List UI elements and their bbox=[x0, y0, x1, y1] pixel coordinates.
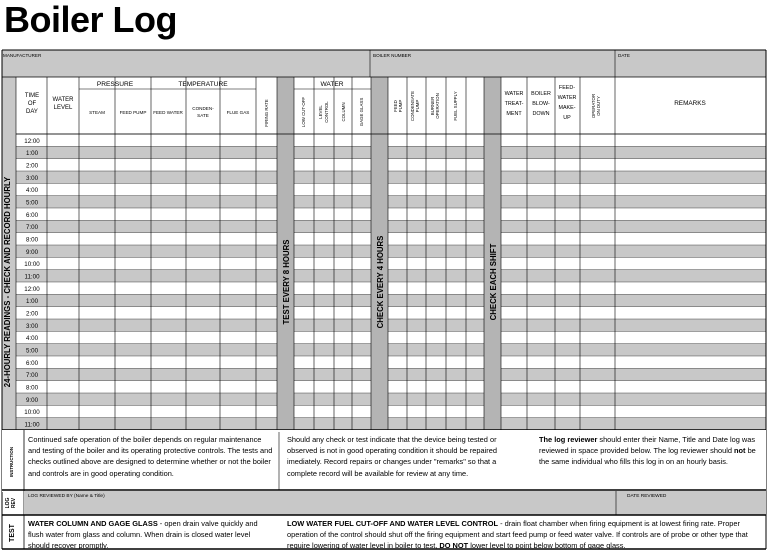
test-text-1-body: - open drain valve quickly and flush water from glass and column. When drain is closed water level should recover promptly. bbox=[28, 519, 258, 551]
row-shade bbox=[16, 196, 277, 208]
firing-rate-header: FIRING RATE bbox=[264, 99, 269, 127]
row-shade bbox=[388, 171, 484, 183]
not-emphasis: not bbox=[734, 446, 746, 456]
steam-header: STEAM bbox=[89, 110, 105, 115]
time-label: 9:00 bbox=[25, 248, 39, 256]
row-shade bbox=[388, 270, 484, 282]
row-shade bbox=[501, 294, 766, 306]
row-shade bbox=[294, 319, 371, 331]
row-shade bbox=[294, 418, 371, 430]
page-title: Boiler Log bbox=[4, 0, 177, 40]
check-every-4-hours-label: CHECK EVERY 4 HOURS bbox=[376, 235, 385, 329]
row-shade bbox=[388, 393, 484, 405]
feed-pump-check-header: PUMP bbox=[398, 99, 403, 113]
row-shade bbox=[388, 220, 484, 232]
feed-water-makeup-header: FEED- bbox=[558, 85, 576, 91]
row-shade bbox=[294, 220, 371, 232]
feed-water-makeup-header: WATER bbox=[557, 95, 577, 101]
gage-glass-header: GAGE GLASS bbox=[359, 97, 364, 127]
time-label: 12:00 bbox=[24, 285, 40, 293]
log-reviewed-by-label: LOG REVIEWED BY (Name & Title) bbox=[28, 494, 105, 499]
row-shade bbox=[294, 245, 371, 257]
log-rev-label: REV bbox=[11, 497, 17, 509]
test-text-2 bbox=[287, 518, 761, 552]
water-treatment-header: TREAT- bbox=[504, 101, 524, 107]
row-shade bbox=[16, 294, 277, 306]
log-rev-label: LOG bbox=[5, 497, 11, 509]
row-shade bbox=[16, 319, 277, 331]
operator-on-duty-header: ON DUTY bbox=[596, 96, 601, 116]
test-text-2-end: lower level to point below bottom of gage glass. bbox=[468, 541, 626, 551]
time-label: 11:00 bbox=[24, 273, 40, 281]
row-shade bbox=[294, 171, 371, 183]
temperature-header: TEMPERATURE bbox=[178, 81, 228, 88]
time-label: 1:00 bbox=[25, 150, 39, 158]
time-label: 8:00 bbox=[25, 384, 39, 392]
time-label: 2:00 bbox=[25, 162, 39, 170]
burner-operation-header: OPERATION bbox=[435, 93, 440, 119]
row-shade bbox=[294, 393, 371, 405]
time-label: 11:00 bbox=[24, 421, 40, 429]
boiler-number-label: BOILER NUMBER bbox=[373, 53, 412, 58]
row-shade bbox=[16, 171, 277, 183]
row-shade bbox=[388, 294, 484, 306]
fuel-supply-header: FUEL SUPPLY bbox=[453, 91, 458, 121]
time-label: 12:00 bbox=[24, 137, 40, 145]
row-shade bbox=[294, 146, 371, 158]
row-shade bbox=[294, 270, 371, 282]
time-label: 5:00 bbox=[25, 199, 39, 207]
burner-operation-header: BURNER bbox=[430, 96, 435, 116]
water-header: WATER bbox=[320, 81, 344, 88]
row-shade bbox=[16, 270, 277, 282]
row-shade bbox=[16, 393, 277, 405]
boiler-blowdown-header: BOILER bbox=[531, 91, 551, 97]
time-label: 3:00 bbox=[25, 322, 39, 330]
time-label: 1:00 bbox=[25, 298, 39, 306]
date-label: DATE bbox=[618, 53, 630, 58]
instruction-label: INSTRUCTION bbox=[9, 446, 14, 478]
water-level-header: LEVEL bbox=[53, 105, 73, 111]
row-shade bbox=[501, 146, 766, 158]
row-shade bbox=[501, 171, 766, 183]
row-shade bbox=[501, 418, 766, 430]
time-label: 5:00 bbox=[25, 347, 39, 355]
time-of-day-header: OF bbox=[27, 101, 37, 107]
time-label: 3:00 bbox=[25, 174, 39, 182]
row-shade bbox=[16, 344, 277, 356]
row-shade bbox=[388, 319, 484, 331]
row-shade bbox=[388, 196, 484, 208]
test-every-8-hours-label: TEST EVERY 8 HOURS bbox=[282, 239, 291, 325]
row-shade bbox=[16, 220, 277, 232]
instruction-text-1: Continued safe operation of the boiler depends on regular maintenance and testing of the boiler and its operating protective controls. The tests and checks outlined above are designed to determine whether or not the boiler and controls are in good operating condition. bbox=[28, 435, 273, 478]
condensate-header: CONDEN- bbox=[192, 106, 214, 111]
test-text-2-body: - drain float chamber when firing equipment is at lowest firing rate. Proper operation of the control should shut off the firing equipment and start feed pump or feed water valve. If controls are of probe or other type that require lowering of water level in boiler to test, bbox=[287, 519, 748, 551]
row-shade bbox=[501, 196, 766, 208]
row-shade bbox=[294, 294, 371, 306]
water-column-heading: WATER COLUMN AND GAGE GLASS bbox=[28, 519, 158, 528]
row-shade bbox=[16, 418, 277, 430]
instruction-text-3b: be the same individual who fills this log in on an hourly basis. bbox=[539, 446, 756, 467]
feed-water-makeup-header: MAKE- bbox=[558, 105, 576, 111]
level-control-header: CONTROL bbox=[324, 101, 329, 123]
row-shade bbox=[294, 344, 371, 356]
time-of-day-header: TIME bbox=[24, 93, 40, 99]
time-label: 7:00 bbox=[25, 372, 39, 380]
row-shade bbox=[501, 344, 766, 356]
time-label: 10:00 bbox=[24, 409, 40, 417]
water-level-header: WATER bbox=[52, 97, 74, 103]
flue-gas-header: FLUE GAS bbox=[226, 110, 250, 115]
time-of-day-header: DAY bbox=[26, 109, 38, 115]
test-label: TEST bbox=[9, 524, 16, 542]
time-label: 8:00 bbox=[25, 236, 39, 244]
boiler-blowdown-header: DOWN bbox=[532, 111, 550, 117]
instruction-text-2: Should any check or test indicate that the device being tested or observed is not in good operating condition it should be repaired imediately. Record repairs or changes under "remarks" so that a complete record will be available for review at any time. bbox=[287, 435, 497, 478]
water-treatment-header: MENT bbox=[506, 111, 522, 117]
feed-water-header: FEED WATER bbox=[153, 110, 183, 115]
pressure-header: PRESSURE bbox=[96, 81, 134, 88]
row-shade bbox=[388, 368, 484, 380]
do-not-emphasis: DO NOT bbox=[439, 541, 469, 551]
feed-water-makeup-header: UP bbox=[563, 115, 571, 121]
row-shade bbox=[501, 245, 766, 257]
feed-pump-check-header: FEED bbox=[393, 100, 398, 112]
manufacturer-label: MANUFACTURER bbox=[3, 53, 42, 58]
time-label: 7:00 bbox=[25, 224, 39, 232]
instruction-text-3 bbox=[539, 434, 761, 468]
row-shade bbox=[294, 368, 371, 380]
time-label: 9:00 bbox=[25, 396, 39, 404]
feed-pump-header: FEED PUMP bbox=[119, 110, 147, 115]
test-text-1 bbox=[28, 518, 274, 552]
low-cut-off-header: LOW CUT-OFF bbox=[301, 96, 306, 128]
condensate-pump-header: PUMP bbox=[415, 99, 420, 113]
row-shade bbox=[388, 245, 484, 257]
instruction-text-3a: should enter their Name, Title and Date log was reviewed in space provided below. The log reviewer should bbox=[539, 435, 756, 456]
boiler-blowdown-header: BLOW- bbox=[532, 101, 550, 107]
time-label: 2:00 bbox=[25, 310, 39, 318]
row-shade bbox=[501, 319, 766, 331]
log-reviewer-emphasis: The log reviewer bbox=[539, 435, 598, 444]
row-shade bbox=[501, 393, 766, 405]
row-shade bbox=[388, 344, 484, 356]
water-treatment-header: WATER bbox=[504, 91, 524, 97]
low-water-heading: LOW WATER FUEL CUT-OFF AND WATER LEVEL CONTROL bbox=[287, 519, 499, 528]
level-control-header: LEVEL bbox=[318, 105, 323, 119]
time-label: 6:00 bbox=[25, 211, 39, 219]
time-label: 6:00 bbox=[25, 359, 39, 367]
row-shade bbox=[388, 146, 484, 158]
row-shade bbox=[294, 196, 371, 208]
row-shade bbox=[501, 270, 766, 282]
time-label: 10:00 bbox=[24, 261, 40, 269]
date-reviewed-label: DATE REVIEWED bbox=[627, 494, 667, 499]
row-shade bbox=[501, 368, 766, 380]
row-shade bbox=[16, 245, 277, 257]
operator-on-duty-header: OPERATOR bbox=[591, 93, 596, 119]
row-shade bbox=[16, 146, 277, 158]
time-label: 4:00 bbox=[25, 335, 39, 343]
time-label: 4:00 bbox=[25, 187, 39, 195]
remarks-header: REMARKS bbox=[674, 100, 706, 107]
column-header: COLUMN bbox=[341, 102, 346, 122]
row-shade bbox=[501, 220, 766, 232]
hourly-readings-label: 24-HOURLY READINGS - CHECK AND RECORD HOURLY bbox=[3, 176, 12, 388]
check-each-shift-label: CHECK EACH SHIFT bbox=[489, 243, 498, 321]
condensate-pump-header: CONDENSATE bbox=[410, 90, 415, 122]
condensate-header: SATE bbox=[197, 113, 209, 118]
row-shade bbox=[16, 368, 277, 380]
row-shade bbox=[388, 418, 484, 430]
